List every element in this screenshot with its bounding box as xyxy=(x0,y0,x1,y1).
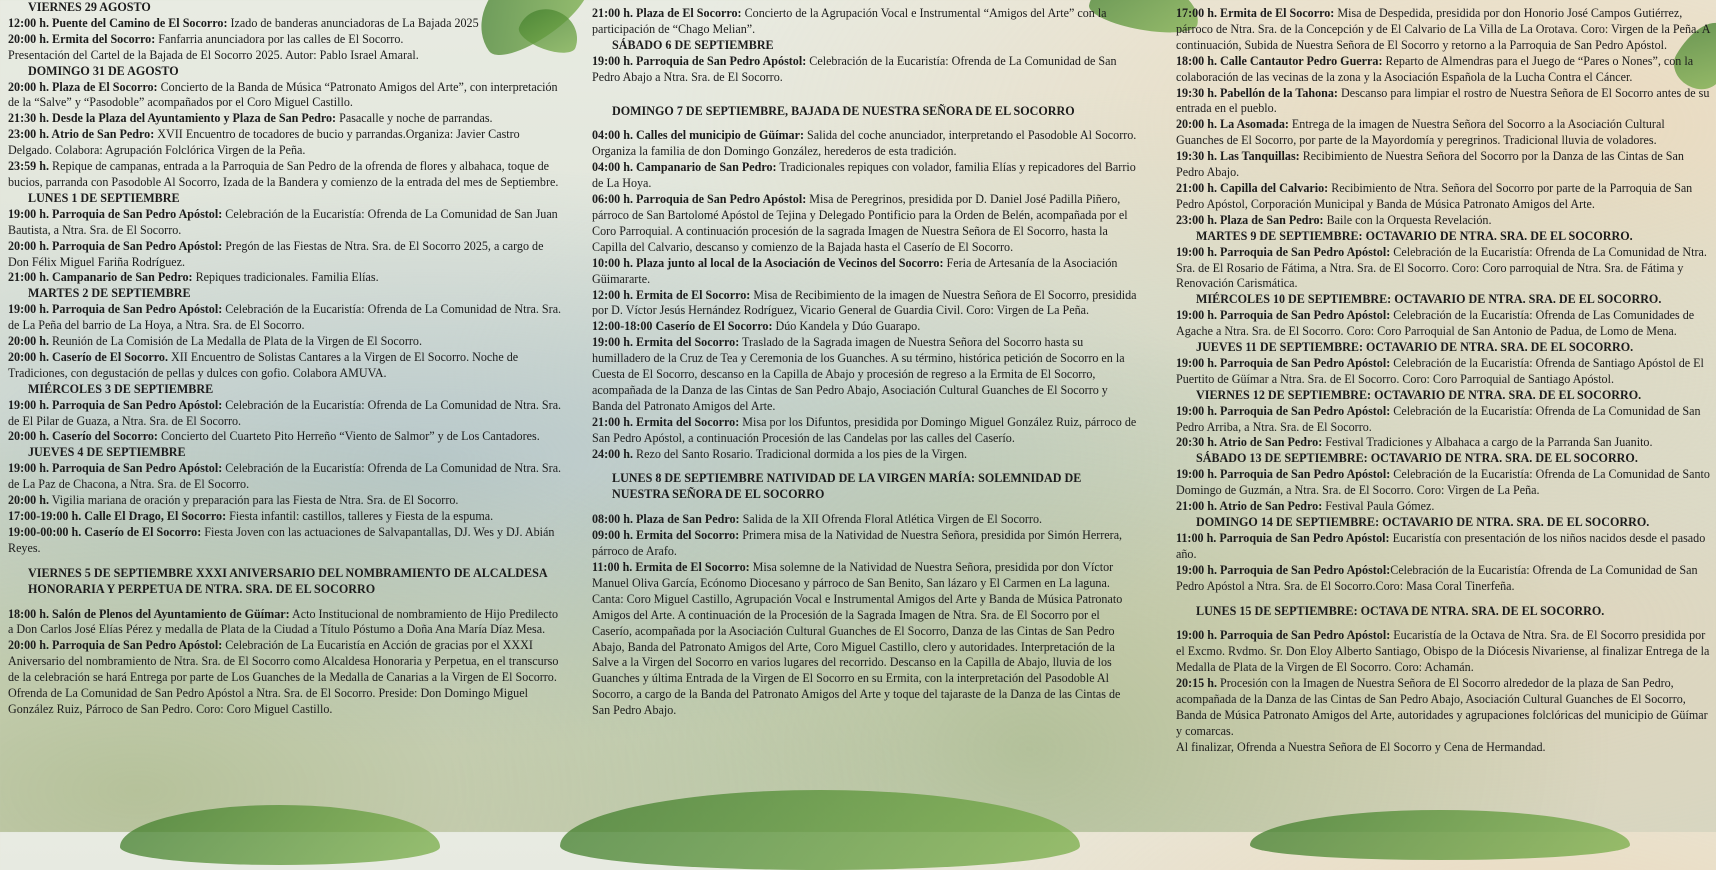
entry-description: Al finalizar, Ofrenda a Nuestra Señora de El Socorro y Cena de Hermandad. xyxy=(1176,739,1546,754)
entry-time-place: 08:00 h. Plaza de San Pedro: xyxy=(592,512,740,527)
entry-description: Vigilia mariana de oración y preparación para las Fiesta de Ntra. Sra. de El Socorro. xyxy=(49,493,459,508)
program-entry xyxy=(592,54,1140,86)
program-entry xyxy=(8,239,566,271)
entry-time-place: 19:00 h. Parroquia de San Pedro Apóstol: xyxy=(8,461,223,476)
grass-decoration xyxy=(1250,810,1630,860)
day-heading: DOMINGO 31 DE AGOSTO xyxy=(28,63,179,78)
program-entry xyxy=(592,592,1140,719)
entry-description: Primera misa de la Natividad de Nuestra Señora, presidida por Simón Herrera, párroco de Arafo. xyxy=(592,528,1123,559)
entry-description: Canta: Coro Miguel Castillo, Agrupación Vocal e Instrumental Amigos del Arte y Banda de Música Patronato Amigos del Arte. A continuación de la Procesión de la Sagrada Imagen de Ntra. Sra. de El Socorro por el Caserío, acompañada por la Asociación Cultural Guanches de El Socorro, Danza de las Cintas de San Pedro Abajo, Banda del Patronato Amigos del Arte, Coro Miguel Castillo, clero y autoridades. Interpretación de la Salve a la Virgen del Socorro en varios lugares del recorrido. Descanso en la Capilla de Abajo, lluvia de los Guanches y última Entrada de la Virgen de El Socorro en su Ermita, con la interpretación del Pasodoble Al Socorro, a cargo de la Banda del Patronato Amigos del Arte y toque del tajaraste de la Danza de las Cintas de San Pedro Abajo. xyxy=(592,591,1123,718)
entry-time-place: 04:00 h. Calles del municipio de Güímar: xyxy=(592,128,804,143)
entry-time-place: 19:00 h. Ermita del Socorro: xyxy=(592,335,740,350)
day-heading: VIERNES 29 AGOSTO xyxy=(28,0,151,14)
spacer xyxy=(1176,619,1710,628)
entry-description: Misa solemne de la Natividad de Nuestra Señora, presidida por don Víctor Manuel Oliva García, Ecónomo Diocesano y párroco de San Benito, San lázaro y El Carmen en La laguna. xyxy=(592,560,1114,590)
program-entry xyxy=(8,334,566,350)
entry-description: Dúo Kandela y Dúo Guarapo. xyxy=(772,319,921,334)
entry-time-place: 19:00 h. Parroquia de San Pedro Apóstol: xyxy=(1176,355,1391,370)
entry-time-place: 21:00 h. Plaza de El Socorro: xyxy=(592,6,742,20)
program-entry xyxy=(1176,404,1710,436)
entry-time-place: 19:00 h. Parroquia de San Pedro Apóstol: xyxy=(1176,628,1391,643)
entry-description: Reparto de Almendras para el Juego de “Pares o Nones”, con la colaboración de las vecinas de la zona y la Asociación Española de la Lucha Contra el Cáncer. xyxy=(1176,53,1694,84)
day-heading: SÁBADO 13 DE SEPTIEMBRE: OCTAVARIO DE NTRA. SRA. DE EL SOCORRO. xyxy=(1196,451,1638,466)
grass-decoration xyxy=(560,790,1080,870)
entry-time-place: 19:00-00:00 h. Caserío de El Socorro: xyxy=(8,524,202,539)
entry-time-place: 11:00 h. Parroquia de San Pedro Apóstol: xyxy=(1176,530,1390,545)
entry-description: Misa por los Difuntos, presidida por Domingo Miguel González Ruiz, párroco de San Pedro Apóstol, a continuación Procesión de las Candelas por las calles del Caserío. xyxy=(592,414,1137,445)
program-entry xyxy=(8,607,566,639)
entry-description: Festival Paula Gómez. xyxy=(1322,499,1435,514)
entry-time-place: 12:00 h. Ermita de El Socorro: xyxy=(592,287,751,302)
program-entry xyxy=(592,6,1140,38)
day-heading: MIÉRCOLES 3 DE SEPTIEMBRE xyxy=(28,381,214,396)
entry-description: Misa de Despedida, presidida por don Honorio José Campos Gutiérrez, párroco de Ntra. Sra. de la Concepción y de El Calvario de La Villa de La Orotava. Coro: Virgen de la Peña. A continuación, Subida de Nuestra Señora de El Socorro y retorno a la Parroquia de San Pedro Apóstol. xyxy=(1176,6,1710,52)
entry-description: XII Encuentro de Solistas Cantares a la Virgen de El Socorro. Noche de Tradiciones, con degustación de pellas y dulces con gofio. Colabora AMUVA. xyxy=(8,349,519,380)
program-entry xyxy=(8,127,566,159)
program-entry xyxy=(592,160,1140,192)
program-entry xyxy=(8,350,566,382)
program-entry xyxy=(1176,563,1710,595)
program-entry xyxy=(8,429,566,445)
entry-time-place: 19:00 h. Parroquia de San Pedro Apóstol: xyxy=(1176,467,1391,482)
program-entry xyxy=(1176,117,1710,149)
entry-description: Celebración de la Eucaristía: Ofrenda de La Comunidad de Ntra. Sra. de El Pilar de Guaza, a Ntra. Sra. de El Socorro. xyxy=(8,397,562,428)
spacer xyxy=(1176,595,1710,604)
program-entry xyxy=(8,509,566,525)
day-heading: MARTES 9 DE SEPTIEMBRE: OCTAVARIO DE NTRA. SRA. DE EL SOCORRO. xyxy=(1196,228,1633,243)
spacer xyxy=(592,86,1140,95)
entry-description: Eucaristía con presentación de los niños nacidos desde el pasado año. xyxy=(1176,530,1706,561)
entry-time-place: 18:00 h. Salón de Plenos del Ayuntamiento de Güímar: xyxy=(8,606,290,621)
day-heading: DOMINGO 7 DE SEPTIEMBRE, BAJADA DE NUESTRA SEÑORA DE EL SOCORRO xyxy=(612,103,1075,118)
program-entry xyxy=(1176,676,1710,740)
entry-time-place: 20:00 h. Ermita del Socorro: xyxy=(8,31,156,46)
entry-time-place: 20:00 h. Plaza de El Socorro: xyxy=(8,79,158,94)
entry-description: Fiesta infantil: castillos, talleres y Fiesta de la espuma. xyxy=(226,509,494,523)
entry-description: Celebración de la Eucaristía: Ofrenda de La Comunidad de San Pedro Abajo a Ntra. Sra. de El Socorro. xyxy=(592,53,1117,84)
entry-time-place: 24:00 h. xyxy=(592,446,633,461)
entry-time-place: 17:00 h. Ermita de El Socorro: xyxy=(1176,6,1335,20)
entry-time-place: 12:00-18:00 Caserío de El Socorro: xyxy=(592,319,773,334)
entry-time-place: 23:00 h. Plaza de San Pedro: xyxy=(1176,212,1324,227)
day-heading: MARTES 2 DE SEPTIEMBRE xyxy=(28,286,191,301)
entry-time-place: 19:30 h. Las Tanquillas: xyxy=(1176,149,1300,164)
program-entry xyxy=(8,270,566,286)
entry-description: Celebración de la Eucaristía: Ofrenda de La Comunidad de San Pedro Arriba, a Ntra. Sra. de El Socorro. xyxy=(1176,403,1701,434)
entry-time-place: 21:30 h. Desde la Plaza del Ayuntamiento y Plaza de San Pedro: xyxy=(8,111,337,126)
program-entry xyxy=(8,48,566,64)
entry-description: Celebración de la Eucaristía: Ofrenda de Las Comunidades de Agache a Ntra. Sra. de El Socorro. Coro: Coro Parroquial de San Antonio de Padua, de Lomo de Mena. xyxy=(1176,308,1695,339)
spacer xyxy=(592,503,1140,512)
program-entry xyxy=(592,512,1140,528)
program-entry xyxy=(592,335,1140,415)
entry-description: Recibimiento de Nuestra Señora del Socorro por la Danza de las Cintas de San Pedro Abajo. xyxy=(1176,149,1684,180)
day-heading: JUEVES 11 DE SEPTIEMBRE: OCTAVARIO DE NTRA. SRA. DE EL SOCORRO. xyxy=(1196,340,1634,355)
program-entry xyxy=(1176,308,1710,340)
entry-description: Salida del coche anunciador, interpretando el Pasodoble Al Socorro. Organiza la familia de don Domingo González, herederos de esta tradición. xyxy=(592,128,1137,159)
day-heading: SÁBADO 6 DE SEPTIEMBRE xyxy=(612,37,774,52)
entry-time-place: 20:00 h. Caserío del Socorro: xyxy=(8,429,158,444)
entry-description: Baile con la Orquesta Revelación. xyxy=(1323,212,1492,227)
program-entry xyxy=(1176,54,1710,86)
entry-time-place: 21:00 h. Capilla del Calvario: xyxy=(1176,180,1329,195)
program-entry xyxy=(592,192,1140,256)
day-heading: LUNES 15 DE SEPTIEMBRE: OCTAVA DE NTRA. SRA. DE EL SOCORRO. xyxy=(1196,603,1605,618)
program-column-1 xyxy=(8,0,566,718)
program-entry xyxy=(592,128,1140,160)
grass-decoration xyxy=(120,805,440,865)
program-column-2 xyxy=(592,6,1140,719)
entry-description: Fiesta Joven con las actuaciones de Salvapantallas, DJ. Wes y DJ. Abián Reyes. xyxy=(8,524,555,555)
entry-description: Concierto del Cuarteto Pito Herreño “Viento de Salmor” y de Los Cantadores. xyxy=(157,429,540,444)
entry-description: Feria de Artesanía de la Asociación Güimararte. xyxy=(592,255,1118,286)
program-entry xyxy=(592,319,1140,335)
program-entry xyxy=(8,111,566,127)
program-entry xyxy=(8,159,566,191)
entry-time-place: 20:00 h. Parroquia de San Pedro Apóstol: xyxy=(8,238,223,253)
entry-description: Procesión con la Imagen de Nuestra Señora de El Socorro alrededor de la plaza de San Pedro, acompañada de la Danza de las Cintas de San Pedro Abajo, Asociación Cultural Guanches de El Socorro, Banda de Música Patronato Amigos del Arte, autoridades y agrupaciones folclóricas del municipio de Güímar y comarcas. xyxy=(1176,676,1708,738)
entry-description: Salida de la XII Ofrenda Floral Atlética Virgen de El Socorro. xyxy=(739,512,1043,527)
entry-time-place: 23:59 h. xyxy=(8,159,49,174)
day-heading: DOMINGO 14 DE SEPTIEMBRE: OCTAVARIO DE NTRA. SRA. DE EL SOCORRO. xyxy=(1196,515,1650,529)
entry-description: Pasacalle y noche de parrandas. xyxy=(336,111,493,126)
entry-description: Entrega de la imagen de Nuestra Señora del Socorro a la Asociación Cultural Guanches de El Socorro, por parte de la Mayordomía y peregrinos. Tradicional lluvia de voladores. xyxy=(1176,117,1665,148)
program-entry xyxy=(592,560,1140,592)
entry-time-place: 20:15 h. xyxy=(1176,676,1217,691)
entry-time-place: 11:00 h. Ermita de El Socorro: xyxy=(592,560,750,574)
entry-description: Repique de campanas, entrada a la Parroquia de San Pedro de la ofrenda de flores y albahaca, toque de bucios, parranda con Pasodoble Al Socorro, Izada de la Bandera y comienzo de la entrada del mes de Septiembre. xyxy=(8,159,559,189)
entry-description: Acto Institucional de nombramiento de Hijo Predilecto a Don Carlos José Elías Pérez y medalla de Plata de la Ciudad a Título Póstumo a Doña Ana María Díaz Mesa. xyxy=(8,606,559,637)
entry-description: Concierto de la Banda de Música “Patronato Amigos del Arte”, con interpretación de la “Salve” y “Pasodoble” acompañados por el Coro Miguel Castillo. xyxy=(8,79,558,110)
program-entry xyxy=(1176,435,1710,451)
program-entry xyxy=(1176,213,1710,229)
entry-description: Izado de banderas anunciadoras de La Bajada 2025 xyxy=(227,15,479,30)
day-heading: LUNES 8 DE SEPTIEMBRE NATIVIDAD DE LA VIRGEN MARÍA: SOLEMNIDAD DE NUESTRA SEÑORA DE EL SOCORRO xyxy=(612,471,1082,502)
day-heading: VIERNES 12 DE SEPTIEMBRE: OCTAVARIO DE NTRA. SRA. DE EL SOCORRO. xyxy=(1196,387,1642,402)
program-entry xyxy=(1176,6,1710,54)
program-entry xyxy=(592,415,1140,447)
entry-time-place: 19:00 h. Parroquia de San Pedro Apóstol: xyxy=(8,302,223,317)
program-entry xyxy=(592,447,1140,463)
entry-description: Celebración de la Eucaristía: Ofrenda de La Comunidad de San Pedro Apóstol a Ntra. Sra. de El Socorro.Coro: Masa Coral Tinerfeña. xyxy=(1176,562,1698,593)
program-entry xyxy=(8,16,566,32)
entry-description: Repiques tradicionales. Familia Elías. xyxy=(192,270,379,285)
program-entry xyxy=(592,288,1140,320)
program-entry xyxy=(1176,86,1710,118)
entry-description: Celebración de la Eucaristía: Ofrenda de La Comunidad de Ntra. Sra. de La Peña del barrio de La Hoya, a Ntra. Sra. de El Socorro. xyxy=(8,302,562,333)
program-entry xyxy=(8,493,566,509)
program-entry xyxy=(1176,149,1710,181)
program-entry xyxy=(1176,499,1710,515)
entry-description: Rezo del Santo Rosario. Tradicional dormida a los pies de la Virgen. xyxy=(633,446,968,461)
entry-description: Concierto de la Agrupación Vocal e Instrumental “Amigos del Arte” con la participación de “Chago Melian”. xyxy=(592,6,1107,36)
entry-time-place: 12:00 h. Puente del Camino de El Socorro: xyxy=(8,15,228,30)
entry-description: Misa de Peregrinos, presidida por D. Daniel José Padilla Piñero, párroco de San Bartolomé Apóstol de Tejina y Delegado Pontificio para la Orden de Belén, acompañada por el Coro Parroquial. A continuación procesión de la sagrada Imagen de Nuestra Señora de El Socorro, hasta la Capilla del Calvario, descanso y comienzo de la Bajada hasta el Caserío de El Socorro. xyxy=(592,192,1128,254)
program-entry xyxy=(1176,740,1710,756)
entry-time-place: 06:00 h. Parroquia de San Pedro Apóstol: xyxy=(592,192,807,207)
entry-description: Presentación del Cartel de la Bajada de El Socorro 2025. Autor: Pablo Israel Amaral. xyxy=(8,47,419,62)
entry-time-place: 21:00 h. Campanario de San Pedro: xyxy=(8,270,193,285)
entry-time-place: 17:00-19:00 h. Calle El Drago, El Socorro: xyxy=(8,509,227,523)
entry-time-place: 19:00 h. Parroquia de San Pedro Apóstol: xyxy=(1176,244,1391,259)
entry-description: Celebración de la Eucaristía: Ofrenda de La Comunidad de Santo Domingo de Guzmán, a Ntra. Sra. de El Socorro. Coro: Virgen de La Peña. xyxy=(1176,467,1710,498)
program-entry xyxy=(1176,356,1710,388)
program-entry xyxy=(8,525,566,557)
entry-description: Reunión de La Comisión de La Medalla de Plata de la Virgen de El Socorro. xyxy=(49,334,422,349)
entry-time-place: 20:00 h. Caserío de El Socorro. xyxy=(8,349,169,364)
entry-time-place: 19:00 h. Parroquia de San Pedro Apóstol: xyxy=(1176,403,1391,418)
program-entry xyxy=(8,80,566,112)
entry-description: XVII Encuentro de tocadores de bucio y parrandas.Organiza: Javier Castro Delgado. Colabora: Agrupación Folclórica Virgen de la Peña. xyxy=(8,127,520,158)
entry-description: Celebración de la Eucaristía: Ofrenda de Santiago Apóstol de El Puertito de Güímar a Ntra. Sra. de El Socorro. Coro: Coro Parroquial de Santiago Apóstol. xyxy=(1176,355,1704,386)
program-entry xyxy=(8,398,566,430)
entry-description: Celebración de La Eucaristía en Acción de gracias por el XXXI Aniversario del nombramiento de Ntra. Sra. de El Socorro como Alcaldesa Honoraria y Perpetua, en el transcurso de la celebración se hará Entrega por parte de Los Guanches de la Medalla de Canarias a la Virgen de El Socorro. Ofrenda de La Comunidad de San Pedro Apóstol a Ntra. Sra. de El Socorro. Preside: Don Domingo Miguel González Ruiz, Párroco de San Pedro. Coro: Coro Miguel Castillo. xyxy=(8,638,559,716)
program-entry xyxy=(592,528,1140,560)
entry-time-place: 19:00 h. Parroquia de San Pedro Apóstol: xyxy=(1176,308,1391,323)
entry-time-place: 19:30 h. Pabellón de la Tahona: xyxy=(1176,85,1338,100)
entry-time-place: 20:00 h. Parroquia de San Pedro Apóstol: xyxy=(8,638,223,653)
entry-time-place: 20:00 h. xyxy=(8,493,49,508)
program-entry xyxy=(1176,245,1710,293)
program-entry xyxy=(592,256,1140,288)
entry-description: Pregón de las Fiestas de Ntra. Sra. de El Socorro 2025, a cargo de Don Félix Miguel Fariña Rodríguez. xyxy=(8,238,544,269)
entry-time-place: 10:00 h. Plaza junto al local de la Asociación de Vecinos del Socorro: xyxy=(592,255,944,270)
entry-description: Celebración de la Eucaristía: Ofrenda de La Comunidad de Ntra. Sra. de El Rosario de Fátima, a Ntra. Sra. de El Socorro. Coro: Coro parroquial de Ntra. Sra. de Fátima y Renovación Carismática. xyxy=(1176,244,1707,291)
entry-time-place: 19:00 h. Parroquia de San Pedro Apóstol: xyxy=(592,53,807,68)
entry-time-place: 20:00 h. La Asomada: xyxy=(1176,117,1289,132)
program-entry xyxy=(8,302,566,334)
program-entry xyxy=(8,461,566,493)
entry-time-place: 20:00 h. xyxy=(8,334,49,349)
entry-description: Celebración de la Eucaristía: Ofrenda de La Comunidad de Ntra. Sra. de La Paz de Chacona, a Ntra. Sra. de El Socorro. xyxy=(8,461,562,492)
program-entry xyxy=(1176,467,1710,499)
program-entry xyxy=(1176,531,1710,563)
program-entry xyxy=(8,207,566,239)
program-entry xyxy=(8,638,566,718)
program-entry xyxy=(8,32,566,48)
entry-description: Celebración de la Eucaristía: Ofrenda de La Comunidad de San Juan Bautista, a Ntra. Sra. de El Socorro. xyxy=(8,206,558,237)
entry-time-place: 23:00 h. Atrio de San Pedro: xyxy=(8,127,155,142)
entry-description: Festival Tradiciones y Albahaca a cargo de la Parranda San Juanito. xyxy=(1322,435,1653,450)
program-entry xyxy=(1176,181,1710,213)
spacer xyxy=(8,598,566,607)
entry-description: Fanfarria anunciadora por las calles de El Socorro. xyxy=(155,31,404,46)
entry-description: Traslado de la Sagrada imagen de Nuestra Señora del Socorro hasta su humilladero de la Cruz de Tea y Ceremonia de los Guanches. A su término, histórica petición de Socorro en la Cuesta de El Socorro, descanso en la Capilla de Abajo y procesión de regreso a la Ermita de El Socorro, acompañada de la Danza de las Cintas de San Pedro Abajo, Asociación Cultural Guanches de El Socorro y Banda del Patronato Amigos del Arte. xyxy=(592,335,1125,413)
entry-time-place: 21:00 h. Atrio de San Pedro: xyxy=(1176,499,1323,514)
entry-description: Eucaristía de la Octava de Ntra. Sra. de El Socorro presidida por el Excmo. Rvdmo. Sr. Don Eloy Alberto Santiago, Obispo de la Diócesis Nivariense, al finalizar Entrega de la Medalla de Plata de la Virgen de El Socorro. Coro: Achamán. xyxy=(1176,628,1710,675)
entry-description: Tradicionales repiques con volador, familia Elías y repicadores del Barrio de La Hoya. xyxy=(592,160,1136,191)
program-entry xyxy=(1176,628,1710,676)
day-heading: VIERNES 5 DE SEPTIEMBRE XXXI ANIVERSARIO DEL NOMBRAMIENTO DE ALCALDESA HONORARIA Y PERPETUA DE NTRA. SRA. DE EL SOCORRO xyxy=(28,565,547,596)
program-column-3 xyxy=(1176,6,1710,756)
entry-time-place: 20:30 h. Atrio de San Pedro: xyxy=(1176,435,1323,450)
day-heading: MIÉRCOLES 10 DE SEPTIEMBRE: OCTAVARIO DE NTRA. SRA. DE EL SOCORRO. xyxy=(1196,292,1662,307)
entry-description: Misa de Recibimiento de la imagen de Nuestra Señora de El Socorro, presidida por D. Víctor Jesús Hernández Rodríguez, Vicario General de Guardia Civil. Coro: Virgen de La Peña. xyxy=(592,287,1137,318)
entry-time-place: 19:00 h. Parroquia de San Pedro Apóstol: xyxy=(1176,562,1391,577)
entry-description: Recibimiento de Ntra. Señora del Socorro por parte de la Parroquia de San Pedro Apóstol, Corporación Municipal y Banda de Música Patronato Amigos del Arte. xyxy=(1176,180,1693,211)
entry-time-place: 04:00 h. Campanario de San Pedro: xyxy=(592,160,777,175)
entry-time-place: 19:00 h. Parroquia de San Pedro Apóstol: xyxy=(8,397,223,412)
spacer xyxy=(592,119,1140,128)
entry-time-place: 19:00 h. Parroquia de San Pedro Apóstol: xyxy=(8,206,223,221)
day-heading: LUNES 1 DE SEPTIEMBRE xyxy=(28,190,180,205)
day-heading: JUEVES 4 DE SEPTIEMBRE xyxy=(28,445,186,460)
entry-time-place: 18:00 h. Calle Cantautor Pedro Guerra: xyxy=(1176,53,1383,68)
entry-time-place: 09:00 h. Ermita del Socorro: xyxy=(592,528,740,543)
entry-description: Descanso para limpiar el rostro de Nuestra Señora de El Socorro antes de su entrada en el pueblo. xyxy=(1176,85,1710,116)
entry-time-place: 21:00 h. Ermita del Socorro: xyxy=(592,414,740,429)
